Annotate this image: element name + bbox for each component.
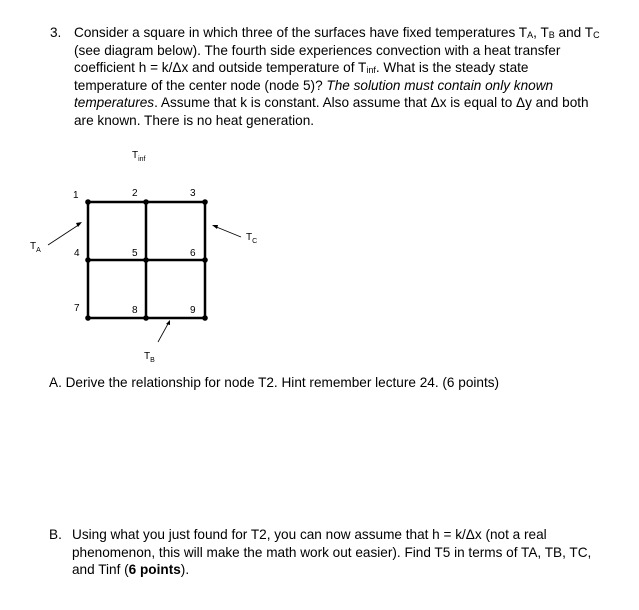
node-dot-5 xyxy=(143,257,149,263)
italic-text: The solution must contain only known xyxy=(326,77,554,93)
part-b-body xyxy=(72,526,634,579)
arrows xyxy=(48,224,241,342)
text: Consider a square in which three of the surfaces have fixed temperatures T xyxy=(74,25,528,40)
ta-arrow-line xyxy=(48,224,80,245)
node-label-7: 7 xyxy=(74,303,80,314)
node-dot-7 xyxy=(85,315,91,321)
statement-line-5 xyxy=(74,94,630,112)
node-label-9: 9 xyxy=(190,305,196,316)
tc-arrow-line xyxy=(214,226,241,237)
subscript: B xyxy=(548,30,555,40)
text: ). xyxy=(180,562,190,578)
bold-points: 6 points xyxy=(128,562,181,578)
statement-line-2: (see diagram below). The fourth side experiences convection with a heat transfer xyxy=(74,42,561,58)
node-label-3: 3 xyxy=(190,188,196,199)
text: coefficient h = k/Δx and outside temperature of T xyxy=(74,60,367,76)
italic-text: temperatures xyxy=(74,95,155,111)
tb-subscript: B xyxy=(150,357,155,364)
node-label-5: 5 xyxy=(132,248,138,259)
text: and T xyxy=(554,25,594,40)
text: , T xyxy=(533,25,549,40)
subscript: inf xyxy=(366,65,376,76)
problem-3 xyxy=(50,24,630,130)
tinf-label xyxy=(132,150,146,163)
statement-line-4 xyxy=(74,77,630,95)
node-dot-1 xyxy=(85,199,91,205)
node-grid-diagram xyxy=(0,140,320,380)
statement-line-3 xyxy=(74,59,630,77)
text: and Tinf ( xyxy=(72,562,129,578)
tinf-symbol: T xyxy=(132,150,139,161)
text: . Assume that k is constant. Also assume that Δx is equal to Δy and both xyxy=(154,95,589,111)
part-b-line-2: phenomenon, this will make the math work out easier). Find T5 in terms of TA, TB, TC, xyxy=(72,544,592,560)
temperature-labels xyxy=(30,150,257,364)
tb-label xyxy=(144,351,155,364)
statement-line-6: are known. There is no heat generation. xyxy=(74,112,315,128)
node-dot-4 xyxy=(85,257,91,263)
subscript: A xyxy=(527,30,534,40)
node-label-1: 1 xyxy=(73,190,79,201)
node-dot-8 xyxy=(143,315,149,321)
part-b-line-1: Using what you just found for T2, you can now assume that h = k/Δx (not a real xyxy=(72,527,547,542)
tc-symbol: T xyxy=(246,232,253,243)
node-label-2: 2 xyxy=(132,188,138,199)
text: temperature of the center node (node 5)? xyxy=(74,77,327,93)
tc-arrow-head xyxy=(212,225,218,229)
node-dot-6 xyxy=(202,257,208,263)
problem-number: 3. xyxy=(50,25,62,40)
node-label-6: 6 xyxy=(190,248,196,259)
node-labels xyxy=(73,188,196,316)
part-b-label: B. xyxy=(49,527,62,542)
tc-subscript: C xyxy=(252,238,258,245)
node-label-8: 8 xyxy=(132,305,138,316)
node-label-4: 4 xyxy=(74,248,80,259)
problem-statement xyxy=(74,24,630,130)
subscript: C xyxy=(593,30,600,40)
node-dot-9 xyxy=(202,315,208,321)
part-b-line-3 xyxy=(72,561,634,579)
tb-arrow-line xyxy=(158,322,169,342)
text: . What is the steady state xyxy=(375,60,529,76)
ta-symbol: T xyxy=(30,241,37,252)
node-dot-3 xyxy=(202,199,208,205)
ta-label xyxy=(30,241,41,254)
tb-symbol: T xyxy=(144,351,151,362)
tinf-subscript: inf xyxy=(138,156,146,163)
tb-arrow-head xyxy=(166,320,170,325)
part-a-question: A. Derive the relationship for node T2. Hint remember lecture 24. (6 points) xyxy=(49,375,500,390)
node-dot-2 xyxy=(143,199,149,205)
part-b-question xyxy=(49,526,634,579)
ta-subscript: A xyxy=(36,247,41,254)
tc-label xyxy=(246,232,257,245)
statement-line-1 xyxy=(74,24,630,42)
